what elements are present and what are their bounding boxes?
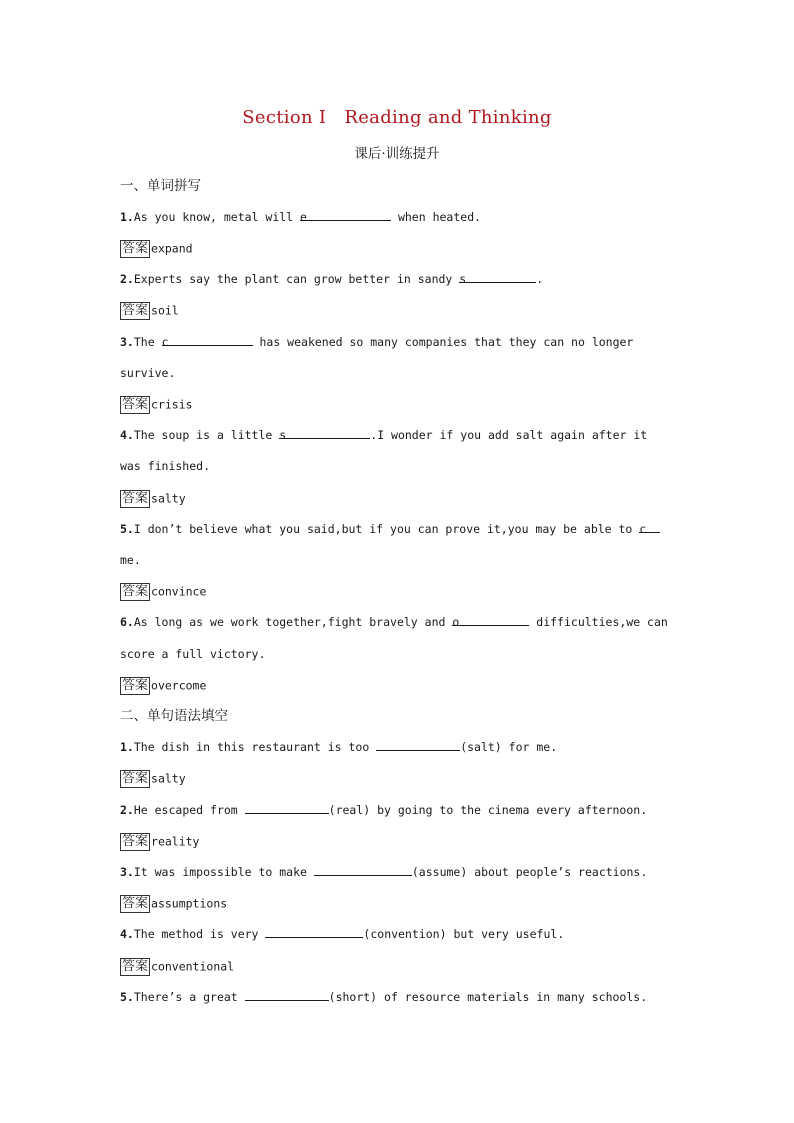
question-line <box>120 332 680 352</box>
question-line-continued: me. <box>120 553 141 567</box>
question-number: 4. <box>120 927 134 941</box>
answer-label-box: 答案 <box>122 240 149 256</box>
question-line <box>120 862 680 882</box>
word-hint: (short) <box>328 990 378 1004</box>
answer-row <box>120 238 193 258</box>
question-text: There’s a great <box>133 990 245 1004</box>
answer-text: reality <box>151 834 200 849</box>
answer-text: expand <box>151 241 193 256</box>
answer-row <box>120 488 186 508</box>
word-hint: (assume) <box>411 865 468 879</box>
question-text: I don’t believe what you said,but if you can prove it,you may be able to <box>133 522 640 536</box>
answer-row <box>120 394 193 414</box>
answer-label-box: 答案 <box>122 770 149 786</box>
question-text: about people’s reactions. <box>467 865 648 879</box>
question-text: Experts say the plant can grow better in sandy <box>133 272 460 286</box>
question-line <box>120 987 680 1007</box>
question-line <box>120 612 680 632</box>
question-line <box>120 425 680 445</box>
question-number: 3. <box>120 865 134 879</box>
answer-blank[interactable] <box>245 987 329 1001</box>
question-line <box>120 737 680 757</box>
question-line-continued: score a full victory. <box>120 647 266 661</box>
answer-blank[interactable] <box>265 924 363 938</box>
answer-text: convince <box>151 584 207 599</box>
section-heading-word-spelling: 一、单词拼写 <box>120 178 201 194</box>
question-text: of resource materials in many schools. <box>377 990 648 1004</box>
question-number: 5. <box>120 522 134 536</box>
answer-label-box: 答案 <box>122 302 149 318</box>
answer-text: soil <box>151 303 179 318</box>
section-heading-grammar-fill: 二、单句语法填空 <box>120 708 228 724</box>
answer-blank[interactable] <box>300 207 391 224</box>
question-number: 5. <box>120 990 134 1004</box>
answer-blank[interactable] <box>452 612 529 629</box>
word-hint: (salt) <box>460 740 502 754</box>
answer-label-box: 答案 <box>122 833 149 849</box>
question-number: 1. <box>120 740 134 754</box>
answer-text: assumptions <box>151 896 228 911</box>
question-text: . <box>536 272 544 286</box>
answer-blank[interactable] <box>245 800 329 814</box>
answer-label-box: 答案 <box>122 677 149 693</box>
answer-text: salty <box>151 771 186 786</box>
first-letter: e <box>300 210 307 224</box>
first-letter: c <box>161 335 169 349</box>
word-hint: (convention) <box>363 927 447 941</box>
answer-label-box: 答案 <box>122 583 149 599</box>
question-text: As long as we work together,fight bravely and <box>133 615 453 629</box>
question-text: The dish in this restaurant is too <box>133 740 377 754</box>
question-text: The <box>133 335 162 349</box>
answer-row <box>120 675 206 695</box>
answer-blank[interactable] <box>639 519 660 536</box>
question-text: The soup is a little <box>133 428 280 442</box>
answer-text: overcome <box>151 678 207 693</box>
answer-text: conventional <box>151 959 235 974</box>
first-letter: s <box>279 428 287 442</box>
question-number: 4. <box>120 428 134 442</box>
answer-text: salty <box>151 491 186 506</box>
page-title: Section Ⅰ Reading and Thinking <box>242 107 552 128</box>
question-text: difficulties,we can <box>529 615 668 629</box>
question-text: As you know, metal will <box>133 210 301 224</box>
answer-blank[interactable] <box>314 862 412 876</box>
question-text: .I wonder if you add salt again after it <box>370 428 648 442</box>
question-text: by going to the cinema every afternoon. <box>370 803 648 817</box>
question-number: 2. <box>120 272 134 286</box>
answer-row <box>120 768 186 788</box>
answer-label-box: 答案 <box>122 958 149 974</box>
question-text: It was impossible to make <box>133 865 314 879</box>
question-line <box>120 207 680 227</box>
question-text: He escaped from <box>133 803 245 817</box>
question-line <box>120 924 680 944</box>
word-hint: (real) <box>328 803 371 817</box>
question-line-continued: was finished. <box>120 459 211 473</box>
first-letter: s <box>459 272 467 286</box>
page-subtitle: 课后·训练提升 <box>354 146 440 162</box>
answer-row <box>120 581 206 601</box>
question-text: The method is very <box>133 927 266 941</box>
question-line <box>120 519 680 539</box>
answer-label-box: 答案 <box>122 490 149 506</box>
question-text: but very useful. <box>446 927 565 941</box>
first-letter: c <box>639 522 647 536</box>
answer-blank[interactable] <box>376 737 460 751</box>
question-number: 3. <box>120 335 134 349</box>
answer-row <box>120 300 179 320</box>
answer-text: crisis <box>151 397 193 412</box>
answer-label-box: 答案 <box>122 396 149 412</box>
answer-blank[interactable] <box>161 332 253 349</box>
question-line <box>120 800 680 820</box>
answer-blank[interactable] <box>459 269 536 286</box>
question-number: 6. <box>120 615 134 629</box>
answer-label-box: 答案 <box>122 895 149 911</box>
answer-row <box>120 893 227 913</box>
question-number: 1. <box>120 210 134 224</box>
question-text: for me. <box>501 740 558 754</box>
question-number: 2. <box>120 803 134 817</box>
question-line-continued: survive. <box>120 366 176 380</box>
answer-row <box>120 956 234 976</box>
question-line <box>120 269 680 289</box>
answer-blank[interactable] <box>279 425 370 442</box>
question-text: has weakened so many companies that they can no longer <box>252 335 634 349</box>
answer-row <box>120 831 199 851</box>
question-text: when heated. <box>391 210 482 224</box>
first-letter: o <box>452 615 460 629</box>
